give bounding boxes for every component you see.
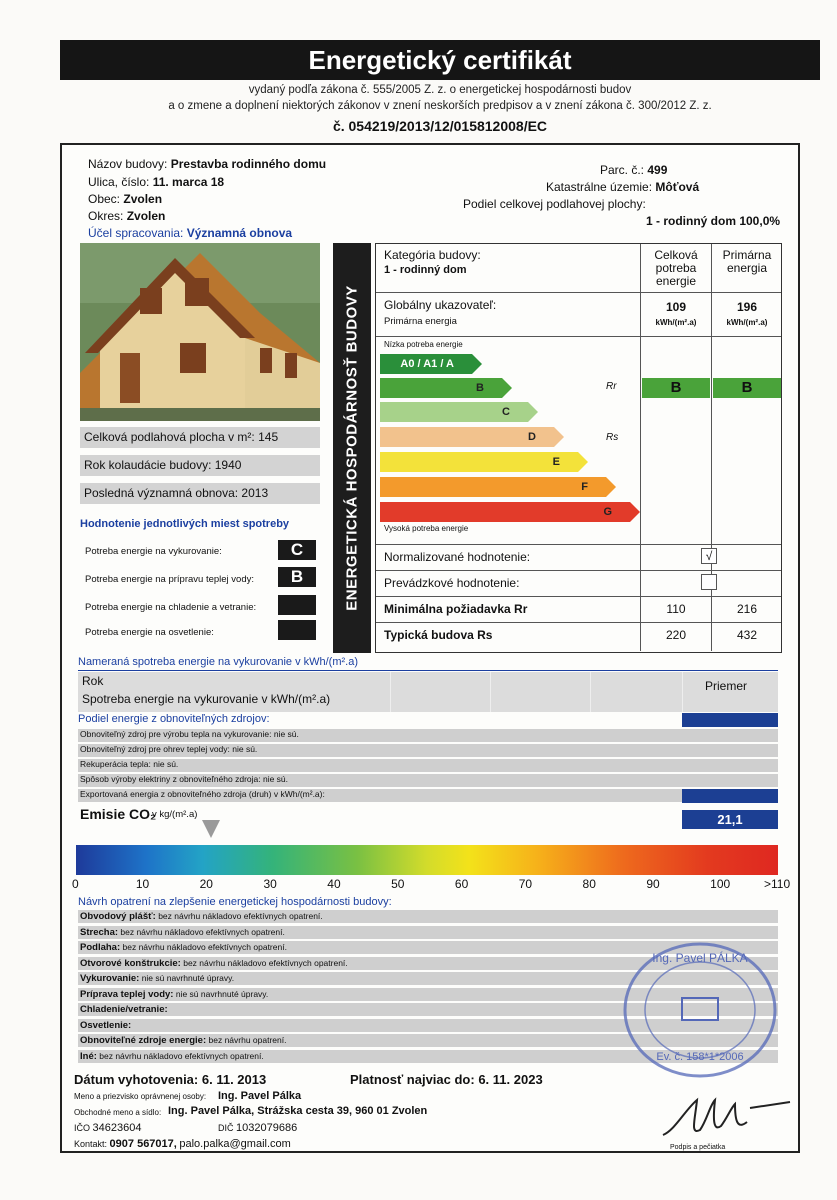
- building-name: Názov budovy: Prestavba rodinného domu: [88, 157, 327, 171]
- measured-divider-3: [590, 672, 591, 712]
- high-demand-label: Vysoká potreba energie: [384, 524, 469, 533]
- global-total-unit: kWh/(m².a): [655, 318, 697, 327]
- renewables-row-1: Obnoviteľný zdroj pre výrobu tepla na vykurovanie: nie sú.: [80, 729, 299, 739]
- min-total-value: 110: [666, 602, 686, 616]
- emissions-tick: 30: [263, 877, 277, 891]
- proposal-text: bez návrhu nákladovo efektívnych opatrení.: [122, 942, 287, 952]
- official-stamp: [620, 940, 780, 1080]
- proposal-label: Podlaha:: [80, 942, 121, 953]
- operational-checkbox: [701, 574, 717, 590]
- renewables-row-4: Spôsob výroby elektriny z obnoviteľného zdroja: nie sú.: [80, 774, 289, 784]
- building-district: Okres: Zvolen: [88, 209, 166, 223]
- typical-building-label: Typická budova Rs: [384, 628, 493, 642]
- proposal-text: bez návrhu nákladovo efektívnych opatrení.: [99, 1050, 264, 1061]
- class-arrow-c: C: [380, 402, 528, 422]
- svg-text:Ev. č. 158*1*2006: Ev. č. 158*1*2006: [656, 1051, 744, 1063]
- place-hotwater-label: Potreba energie na prípravu teplej vody:: [85, 574, 254, 585]
- emissions-unit: v kg/(m².a): [152, 809, 198, 820]
- proposal-label: Príprava teplej vody:: [80, 988, 174, 1000]
- emissions-label: Emisie CO₂: [80, 806, 157, 822]
- building-street: Ulica, číslo: 11. marca 18: [88, 175, 225, 189]
- emissions-tick: 10: [135, 877, 150, 891]
- certificate-number: č. 054219/2013/12/015812008/EC: [332, 118, 548, 134]
- proposal-label: Strecha:: [80, 926, 119, 938]
- proposal-text: bez návrhu nákladovo efektívnych opatrení.: [158, 911, 323, 921]
- emissions-pointer-icon: [202, 820, 220, 838]
- col-primary-energy: Primárna energia: [722, 248, 772, 275]
- measured-divider-4: [682, 672, 683, 712]
- proposal-row-text: [80, 973, 234, 984]
- last-renovation: Posledná významná obnova: 2013: [80, 483, 320, 504]
- construction-year: Rok kolaudácie budovy: 1940: [80, 455, 320, 476]
- global-indicator-label: Globálny ukazovateľ:: [384, 298, 497, 312]
- proposal-label: Otvorové konštrukcie:: [80, 957, 181, 969]
- emissions-tick: 60: [454, 877, 469, 891]
- proposal-label: Obnoviteľné zdroje energie:: [80, 1035, 207, 1046]
- building-purpose: Účel spracovania: Významná obnova: [88, 226, 293, 240]
- proposal-row-text: [80, 927, 285, 938]
- person-name: Ing. Pavel Pálka: [218, 1090, 302, 1102]
- emissions-tick: 50: [391, 877, 405, 891]
- proposal-row-text: [80, 942, 287, 953]
- company-value: Ing. Pavel Pálka, Strážska cesta 39, 960 01 Zvolen: [168, 1105, 428, 1117]
- measured-year-label: Rok: [82, 674, 104, 688]
- rs-marker: Rs: [606, 432, 619, 443]
- place-hotwater-grade: B: [278, 567, 316, 587]
- measured-average-label: Priemer: [705, 679, 748, 693]
- rr-marker: Rr: [606, 381, 617, 392]
- certificate-title: Energetický certifikát: [60, 40, 820, 80]
- result-total-class: B: [642, 378, 710, 398]
- valid-until: Platnosť najviac do: 6. 11. 2023: [350, 1072, 543, 1087]
- measured-rule: [78, 670, 778, 671]
- renewables-row: [78, 759, 778, 772]
- operational-label: Prevádzkové hodnotenie:: [384, 576, 520, 590]
- proposal-row-text: [80, 1020, 131, 1031]
- building-photo: [80, 243, 320, 421]
- place-lighting-grade: [278, 620, 316, 640]
- place-cooling-label: Potreba energie na chladenie a vetranie:: [85, 602, 257, 613]
- emissions-tick: 40: [327, 877, 341, 891]
- normalized-checkbox: √: [701, 548, 717, 564]
- col-total-energy: Celková potreba energie: [654, 248, 698, 288]
- person-label: Meno a priezvisko oprávnenej osoby:: [74, 1092, 207, 1101]
- result-primary-class: B: [713, 378, 781, 398]
- global-primary-value: 196: [736, 300, 758, 314]
- place-heating-grade: C: [278, 540, 316, 560]
- proposal-label: Vykurovanie:: [80, 973, 140, 984]
- emissions-tick: 0: [72, 877, 79, 891]
- proposal-row-text: [80, 1051, 264, 1062]
- global-indicator-sub: Primárna energia: [384, 316, 457, 327]
- legal-line-1: vydaný podľa zákona č. 555/2005 Z. z. o energetickej hospodárnosti budov: [248, 84, 632, 96]
- typical-primary-value: 432: [736, 628, 758, 642]
- proposal-text: nie sú navrhnuté úpravy.: [141, 973, 235, 983]
- emissions-tick: 20: [199, 877, 213, 891]
- min-requirement-label: Minimálna požiadavka Rr: [384, 602, 528, 616]
- proposal-row-text: [80, 989, 268, 1000]
- class-arrow-f: F: [380, 477, 606, 497]
- ico: IČO 34623604: [74, 1122, 142, 1134]
- category-value: 1 - rodinný dom: [384, 264, 467, 276]
- place-lighting-label: Potreba energie na osvetlenie:: [85, 627, 214, 638]
- proposal-label: Chladenie/vetranie:: [80, 1004, 168, 1015]
- floor-share-value: 1 - rodinný dom 100,0%: [646, 214, 781, 228]
- class-arrow-d: D: [380, 427, 554, 447]
- building-city: Obec: Zvolen: [88, 192, 163, 206]
- class-arrow-e: E: [380, 452, 578, 472]
- proposal-text: bez návrhu nákladovo efektívnych opatrení.: [183, 957, 348, 968]
- contact: Kontakt: 0907 567017, palo.palka@gmail.com: [74, 1138, 291, 1150]
- issue-date: Dátum vyhotovenia: 6. 11. 2013: [74, 1072, 267, 1087]
- place-cooling-grade: [278, 595, 316, 615]
- low-demand-label: Nízka potreba energie: [384, 340, 463, 349]
- parcel-number: Parc. č.: 499: [600, 163, 668, 177]
- signature-label: Podpis a pečiatka: [670, 1144, 726, 1151]
- cadastre: Katastrálne územie: Môťová: [546, 180, 700, 194]
- renewables-title: Podiel energie z obnoviteľných zdrojov:: [78, 713, 270, 725]
- proposal-text: nie sú navrhnuté úpravy.: [175, 988, 269, 999]
- energy-class-table: [375, 243, 782, 653]
- proposal-label: Obvodový plášť:: [80, 911, 156, 922]
- proposal-row-text: [80, 1004, 168, 1015]
- proposal-text: bez návrhu nákladovo efektívnych opatrení.: [120, 926, 285, 937]
- global-primary-unit: kWh/(m².a): [726, 318, 768, 327]
- renewables-row-3: Rekuperácia tepla: nie sú.: [80, 759, 179, 769]
- min-primary-value: 216: [736, 602, 758, 616]
- class-arrow-g: G: [380, 502, 630, 522]
- floor-area: Celková podlahová plocha v m²: 145: [80, 427, 320, 448]
- proposal-label: Osvetlenie:: [80, 1019, 132, 1031]
- place-heating-label: Potreba energie na vykurovanie:: [85, 546, 222, 557]
- measured-divider-1: [390, 672, 391, 712]
- vertical-label: ENERGETICKÁ HOSPODÁRNOSŤ BUDOVY: [333, 243, 371, 653]
- proposal-text: bez návrhu opatrení.: [208, 1035, 287, 1045]
- normalized-label: Normalizované hodnotenie:: [384, 550, 531, 564]
- emissions-tick: 70: [518, 877, 533, 891]
- emissions-tick: 90: [646, 877, 660, 891]
- export-value-box: [682, 789, 778, 803]
- proposal-label: Iné:: [80, 1050, 97, 1062]
- renewables-value-box: [682, 713, 778, 727]
- typical-total-value: 220: [665, 628, 687, 642]
- class-arrow-b: B: [380, 378, 502, 398]
- measured-consumption-label: Spotreba energie na vykurovanie v kWh/(m².a): [82, 692, 331, 706]
- category-label: Kategória budovy:: [384, 248, 481, 262]
- signature: [655, 1090, 795, 1145]
- dic: DIČ 1032079686: [218, 1122, 298, 1134]
- svg-text:Ing. Pavel PÁLKA: Ing. Pavel PÁLKA: [652, 951, 748, 965]
- class-arrow-a: A0 / A1 / A: [380, 354, 472, 374]
- legal-line-2: a o zmene a doplnení niektorých zákonov v znení neskorších predpisov a v znení zákona č. 300/2012 Z. z.: [168, 100, 712, 112]
- emissions-tick: >110: [764, 877, 791, 891]
- proposals-title: Návrh opatrení na zlepšenie energetickej hospodárnosti budovy:: [78, 896, 392, 908]
- floor-share-label: Podiel celkovej podlahovej plochy:: [463, 197, 646, 211]
- proposal-row-text: [80, 1035, 287, 1046]
- measured-title: Nameraná spotreba energie na vykurovanie v kWh/(m².a): [78, 656, 359, 668]
- proposal-row-text: [80, 911, 323, 922]
- consumption-places-title: Hodnotenie jednotlivých miest spotreby: [80, 518, 290, 530]
- renewables-row-5: Exportovaná energia z obnoviteľného zdroja (druh) v kWh/(m².a):: [80, 789, 325, 799]
- measured-divider-2: [490, 672, 491, 712]
- renewables-row-2: Obnoviteľný zdroj pre ohrev teplej vody: nie sú.: [80, 744, 258, 754]
- company-label: Obchodné meno a sídlo:: [74, 1108, 162, 1117]
- emissions-value: 21,1: [682, 810, 778, 829]
- emissions-tick: 80: [582, 877, 596, 891]
- global-total-value: 109: [665, 300, 687, 314]
- emissions-scale: [76, 845, 778, 875]
- proposal-row-text: [80, 958, 348, 969]
- emissions-tick: 100: [710, 877, 731, 891]
